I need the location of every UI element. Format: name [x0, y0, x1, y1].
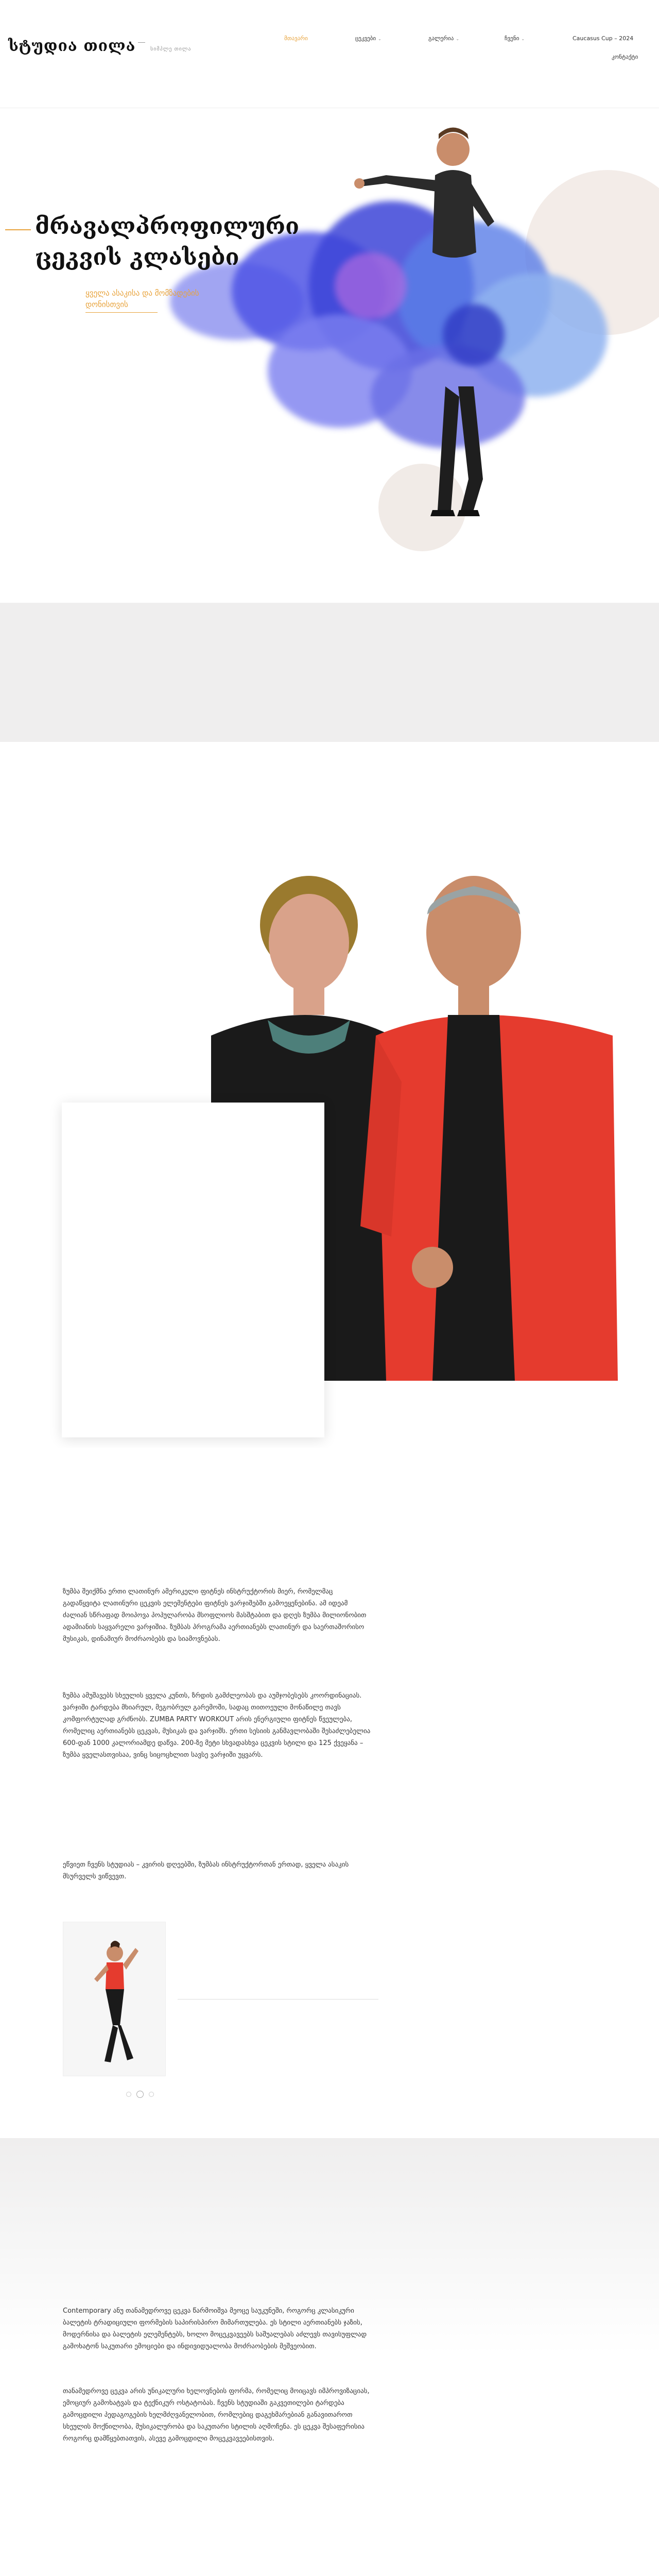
zumba-paragraph: ზუმბა ამუშავებს სხეულის ყველა კუნთს, ზრდის გამძლეობას და აუმჯობესებს კოორდინაციას. ვარჯიში ტარდება მხიარულ, მეგობრულ გარემოში, სადაც თითოეული მონაწილე თავს კომფორტულად გრძნობს. ZUMBA PARTY WORKOUT არის ენერგიული ფიტნეს წვეულება, რომელიც აერთიანებს ცეკვას, მუსიკას და ვარჯიშს. ერთი სესიის განმავლობაში შესაძლებელია 600-დან 1000 კალორიამდე დაწვა. 200-ზე მეტი სხვადასხვა ცეკვის სტილი და 125 ქვეყანა – ზუმბა ყველასთვისაა, ვინც სიცოცხლით სავსე ვარჯიში უყვარს.: [63, 1692, 371, 1759]
site-header: [0, 0, 659, 108]
nav-item-label: ჩვენი: [505, 35, 519, 42]
hero-accent-line: [5, 229, 31, 230]
zumba-section: [0, 1448, 659, 2138]
chevron-down-icon: ⌄: [378, 37, 381, 41]
nav-item-home[interactable]: [284, 35, 308, 42]
nav-item-label: კონტაქტი: [612, 54, 638, 60]
zumba-gallery-thumbnail[interactable]: [63, 1922, 166, 2076]
pagination-dot[interactable]: [149, 2092, 154, 2097]
logo-tagline: სიმპლე თილა: [150, 46, 192, 52]
nav-item-about[interactable]: [505, 35, 525, 42]
nav-item-label: Caucasus Cup – 2024: [573, 35, 634, 42]
zumba-paragraph: ეწვიეთ ჩვენს სტუდიას – კვირის დღეებში, ზუმბას ინსტრუქტორთან ერთად, ყველა ასაკის მსურველს ვიწვევთ.: [63, 1861, 349, 1880]
site-logo[interactable]: სტუდია თილა: [8, 37, 136, 55]
nav-item-caucasus-cup[interactable]: [573, 35, 633, 42]
chevron-down-icon: ⌄: [456, 37, 460, 41]
nav-item-label: ცეკვები: [355, 35, 376, 42]
hero-title: მრავალპროფილური ცეკვის კლასები: [35, 213, 300, 270]
teachers-section: [0, 742, 659, 1448]
hero-subtitle-underline: [85, 312, 158, 313]
hero-section: [0, 108, 659, 603]
hero-dancer-image: [154, 118, 649, 541]
section-divider-band: [0, 603, 659, 742]
contemporary-section: [0, 2138, 659, 2576]
nav-item-dances[interactable]: [355, 35, 381, 42]
nav-item-label: მთავარი: [284, 35, 308, 42]
nav-item-gallery[interactable]: [428, 35, 459, 42]
nav-item-contact[interactable]: [612, 54, 638, 60]
pagination-dot-active[interactable]: [136, 2091, 144, 2098]
contemporary-paragraph: თანამედროვე ცეკვა არის უნიკალური ხელოვნების ფორმა, რომელიც მოიცავს იმპროვიზაციას, ემოციურ გამოხატვას და ტექნიკურ ოსტატობას. ჩვენს სტუდიაში გაკვეთილები ტარდება გამოცდილი პედაგოგების ხელმძღვანელობით, რომლებიც დაგეხმარებიან განავითაროთ სხეულის მოქნილობა, მუსიკალურობა და საკუთარი სტილის აღმოჩენა. ეს ცეკვა შესაფერისია როგორც დამწყებთათვის, ასევე გამოცდილი მოცეკვავეებისთვის.: [63, 2387, 370, 2443]
zumba-paragraph: ზუმბა შეიქმნა ერთი ლათინურ ამერიკელი ფიტნეს ინსტრუქტორის მიერ, რომელმაც გადაწყვიტა ლათინური ცეკვის ელემენტები ფიტნეს ვარჯიშებში გამოეყენებინა. ამ იდეამ ძალიან სწრაფად მოიპოვა პოპულარობა მსოფლიოს მასშტაბით და დღეს ზუმბა მილიონობით ადამიანის საყვარელი ვარჯიშია. ზუმბას პროგრამა აერთიანებს ლათინურ და საერთაშორისო მუსიკას, დინამიურ მოძრაობებს და სიამოვნებას.: [63, 1588, 367, 1643]
nav-item-label: გალერია: [428, 35, 454, 42]
chevron-down-icon: ⌄: [521, 37, 525, 41]
pagination-dot[interactable]: [126, 2092, 131, 2097]
hero-subtitle: ყველა ასაკისა და მომზადების დონისთვის: [85, 289, 199, 309]
contemporary-paragraph: Contemporary ანუ თანამედროვე ცეკვა წარმოიშვა მეოცე საუკუნეში, როგორც კლასიკური ბალეტის ტრადიციული ფორმების საპირისპირო მიმართულება. ეს სტილი აერთიანებს ჯაზის, მოდერნისა და ბალეტის ელემენტებს, ხოლო მოცეკვავეებს საშუალებას აძლევს თავისუფლად გამოხატონ საკუთარი ემოციები და ინდივიდუალობა მოძრაობების მეშვეობით.: [63, 2307, 367, 2350]
logo-divider: [138, 42, 145, 43]
zumba-dancer-image: [63, 1922, 166, 2076]
teachers-info-card: [62, 1103, 324, 1437]
gallery-pagination: [126, 2091, 154, 2098]
